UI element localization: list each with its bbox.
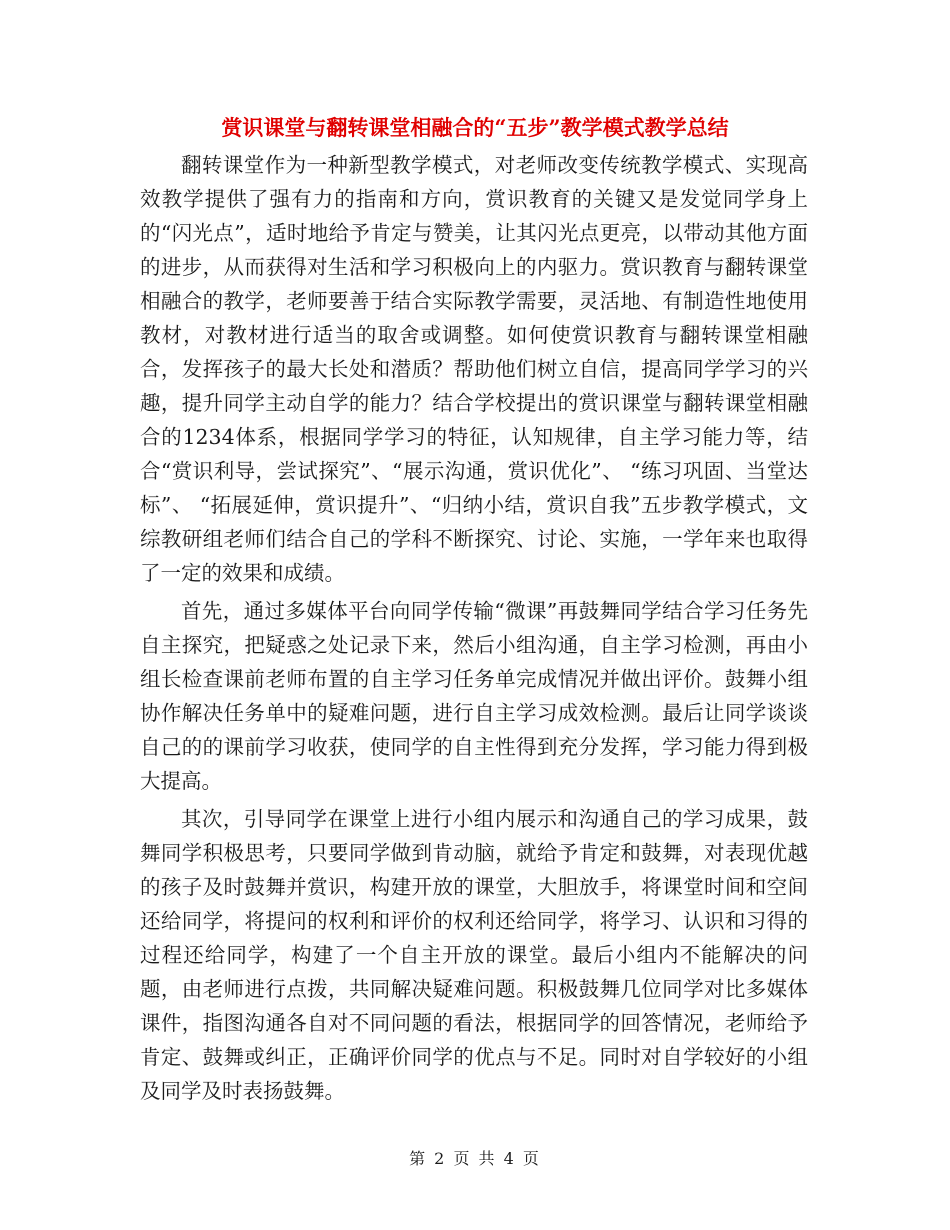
paragraph-intro: 翻转课堂作为一种新型教学模式，对老师改变传统教学模式、实现高效教学提供了强有力的指南和方向，赏识教育的关键又是发觉同学身上的“闪光点”，适时地给予肯定与赞美，让其闪光点更亮，以带动其他方面的进步，从而获得对生活和学习积极向上的内驱力。赏识教育与翻转课堂相融合的教学，老师要善于结合实际教学需要，灵活地、有制造性地使用教材，对教材进行适当的取舍或调整。如何使赏识教育与翻转课堂相融合，发挥孩子的最大长处和潜质？帮助他们树立自信，提高同学学习的兴趣，提升同学主动自学的能力？结合学校提出的赏识课堂与翻转课堂相融合的1234体系，根据同学学习的特征，认知规律，自主学习能力等，结合“赏识利导，尝试探究”、“展示沟通，赏识优化”、 “练习巩固、当堂达标”、 “拓展延伸，赏识提升”、“归纳小结，赏识自我”五步教学模式，文综教研组老师们结合自己的学科不断探究、讨论、实施，一学年来也取得了一定的效果和成绩。: [140, 153, 808, 585]
page-footer: 第 2 页 共 4 页: [409, 1149, 541, 1168]
paragraph-first: 首先，通过多媒体平台向同学传输“微课”再鼓舞同学结合学习任务先自主探究，把疑惑之处记录下来，然后小组沟通，自主学习检测，再由小组长检查课前老师布置的自主学习任务单完成情况并做出评价。鼓舞小组协作解决任务单中的疑难问题，进行自主学习成效检测。最后让同学谈谈自己的的课前学习收获，使同学的自主性得到充分发挥，学习能力得到极大提高。: [140, 599, 808, 793]
paragraph-second: 其次，引导同学在课堂上进行小组内展示和沟通自己的学习成果，鼓舞同学积极思考，只要同学做到肯动脑，就给予肯定和鼓舞，对表现优越的孩子及时鼓舞并赏识，构建开放的课堂，大胆放手，将课堂时间和空间还给同学，将提问的权利和评价的权利还给同学，将学习、认识和习得的过程还给同学，构建了一个自主开放的课堂。最后小组内不能解决的问题，由老师进行点拨，共同解决疑难问题。积极鼓舞几位同学对比多媒体课件，指图沟通各自对不同问题的看法，根据同学的回答情况，老师给予肯定、鼓舞或纠正，正确评价同学的优点与不足。同时对自学较好的小组及同学及时表扬鼓舞。: [140, 807, 808, 1103]
document-title: 赏识课堂与翻转课堂相融合的“五步”教学模式教学总结: [221, 115, 729, 140]
document-body: [140, 148, 808, 1108]
